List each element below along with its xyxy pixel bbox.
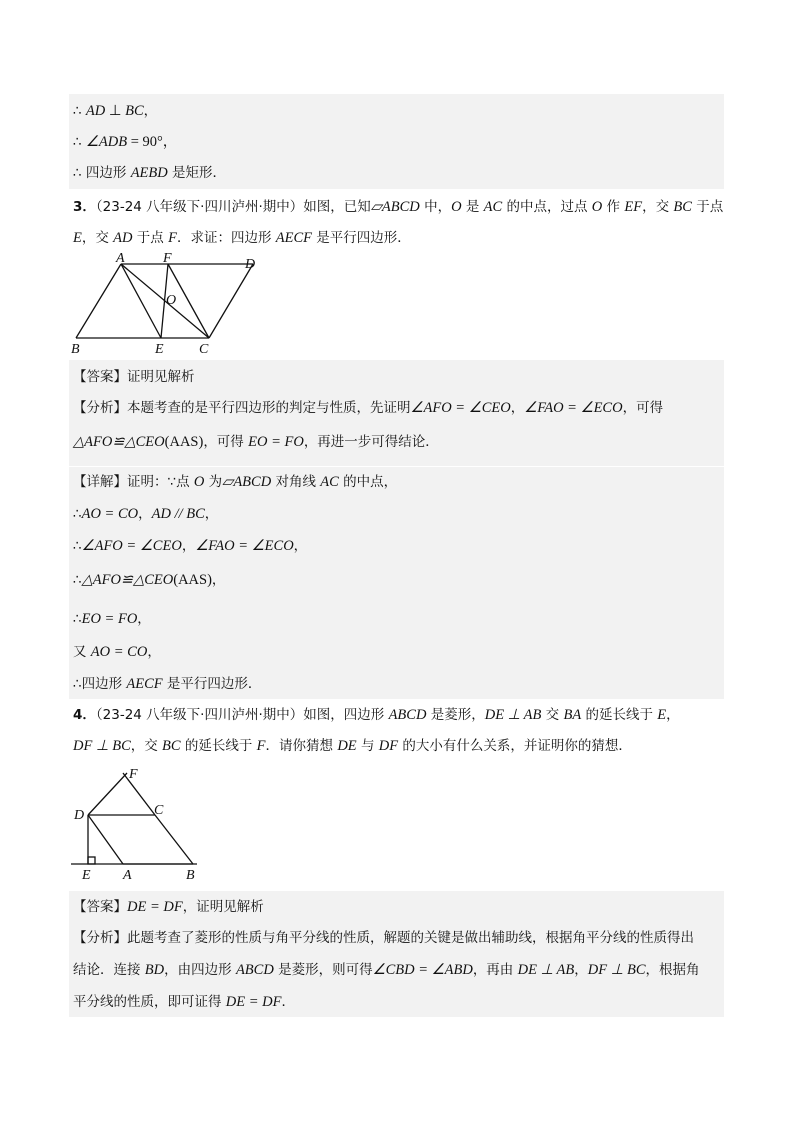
math: ∠FAO = ∠ECO xyxy=(195,538,294,554)
math: DE ⊥ AB xyxy=(517,962,575,978)
label-f: F xyxy=(163,251,172,266)
math-90: = 90°， xyxy=(127,134,178,150)
label-b: B xyxy=(186,868,195,883)
q3-analysis-line-2 xyxy=(73,432,439,452)
conclusion-line-1 xyxy=(73,101,157,121)
label-c: C xyxy=(154,803,164,818)
punct: ， xyxy=(143,103,158,119)
answer-tag: 【答案】 xyxy=(73,899,127,915)
math: DE = DF xyxy=(127,899,183,915)
text: 是菱形， xyxy=(426,707,485,723)
math: AECF xyxy=(126,676,163,692)
label-f: F xyxy=(129,767,138,782)
text: ．请你猜想 xyxy=(265,738,338,754)
text: 结论．连接 xyxy=(73,962,145,978)
math: DF ⊥ BC xyxy=(73,738,131,754)
math: BA xyxy=(563,707,582,723)
text: ， xyxy=(293,538,308,554)
math: (AAS) xyxy=(173,572,212,588)
q4-analysis-line-3 xyxy=(73,992,295,1012)
label-d: D xyxy=(245,257,256,272)
text: 是菱形，则可得 xyxy=(273,962,373,978)
text: ，交 xyxy=(130,738,163,754)
math: AC xyxy=(483,199,503,215)
text: 的大小有什么关系，并证明你的猜想． xyxy=(398,738,632,754)
text: 的延长线于 xyxy=(180,738,257,754)
q4-stem-line-2 xyxy=(73,736,632,756)
q3-detail-line-1 xyxy=(73,472,397,492)
math: ABCD xyxy=(388,707,427,723)
math: BC xyxy=(162,738,181,754)
text: ，可得 xyxy=(203,434,249,450)
text: 又 xyxy=(73,644,91,660)
math-angle-adb: ∠ADB xyxy=(85,134,128,150)
text: 作 xyxy=(602,199,625,215)
math: BD xyxy=(144,962,165,978)
text: 此题考查了菱形的性质与角平分线的性质，解题的关键是做出辅助线，根据角平分线的性质得出 xyxy=(127,930,694,946)
math: ∠AFO = ∠CEO xyxy=(81,538,182,554)
text: ∴ xyxy=(73,506,82,522)
math: DF xyxy=(378,738,399,754)
text: 于点 xyxy=(132,230,169,246)
analysis-tag: 【分析】 xyxy=(73,400,127,416)
math: AD xyxy=(113,230,133,246)
detail-tag: 【详解】 xyxy=(73,474,127,490)
math: △AFO≌△CEO xyxy=(73,434,165,450)
text: 证明：∵点 xyxy=(127,474,194,490)
text: ， xyxy=(510,400,525,416)
text: ， xyxy=(204,506,219,522)
math-aebd: AEBD xyxy=(130,165,168,181)
analysis-tag: 【分析】 xyxy=(73,930,127,946)
math-bc: BC xyxy=(125,103,144,119)
text: 的中点，过点 xyxy=(502,199,592,215)
math: DE = DF xyxy=(225,994,282,1010)
text: ，根据角 xyxy=(645,962,700,978)
text: 四边形 xyxy=(85,165,131,181)
text: 的中点， xyxy=(338,474,398,490)
text: 平分线的性质，即可证得 xyxy=(73,994,226,1010)
text: ， xyxy=(574,962,588,978)
text: 对角线 xyxy=(271,474,321,490)
text: ，交 xyxy=(642,199,674,215)
text: ∴ xyxy=(73,611,82,627)
therefore-symbol: ∴ xyxy=(73,165,86,181)
question-number: 4． xyxy=(73,707,96,723)
math: O xyxy=(451,199,462,215)
label-o: O xyxy=(166,293,177,308)
label-e: E xyxy=(82,868,91,883)
question-source: （23-24 八年级下·四川泸州·期中） xyxy=(95,199,304,215)
therefore-symbol: ∴ xyxy=(73,134,86,150)
math: ▱ABCD xyxy=(222,474,272,490)
text: 与 xyxy=(356,738,379,754)
math: ∠FAO = ∠ECO xyxy=(524,400,623,416)
text: ∴ xyxy=(73,572,82,588)
math: AC xyxy=(320,474,339,490)
math: ABCD xyxy=(235,962,274,978)
text: 如图，已知 xyxy=(303,199,371,215)
text: 是 xyxy=(461,199,484,215)
text: ，可得 xyxy=(622,400,664,416)
answer-text: ，证明见解析 xyxy=(182,899,264,915)
text: 是平行四边形． xyxy=(162,676,262,692)
conclusion-line-3 xyxy=(73,163,226,183)
text: 是矩形． xyxy=(167,165,227,181)
math-ad: AD xyxy=(85,103,106,119)
q3-detail-line-4 xyxy=(73,570,225,590)
q3-stem-line-2 xyxy=(73,228,411,248)
q4-answer xyxy=(73,897,264,917)
math: ∠CBD = ∠ABD xyxy=(372,962,473,978)
text: ， xyxy=(666,707,680,723)
q3-detail-line-5 xyxy=(73,609,151,629)
math: ▱ABCD xyxy=(370,199,420,215)
therefore-symbol: ∴ xyxy=(73,103,86,119)
text: 是平行四边形． xyxy=(312,230,411,246)
question-number: 3． xyxy=(73,199,96,215)
text: ∴四边形 xyxy=(73,676,127,692)
label-b: B xyxy=(71,342,80,357)
math: (AAS) xyxy=(164,434,204,450)
text: ，再由 xyxy=(472,962,518,978)
math: DF ⊥ BC xyxy=(587,962,646,978)
text: ， xyxy=(181,538,196,554)
label-e: E xyxy=(155,342,164,357)
math: EO = FO xyxy=(248,434,304,450)
math: DE xyxy=(337,738,357,754)
q3-detail-line-7 xyxy=(73,674,261,694)
text: ， xyxy=(137,611,151,627)
label-a: A xyxy=(123,868,132,883)
text: ，由四边形 xyxy=(164,962,236,978)
text: ， xyxy=(138,506,152,522)
text: 交 xyxy=(541,707,564,723)
text: ∴ xyxy=(73,538,82,554)
text: ， xyxy=(211,572,226,588)
math: AO = CO xyxy=(90,644,148,660)
text: 中， xyxy=(419,199,452,215)
conclusion-line-2 xyxy=(73,132,177,152)
answer-text: 证明见解析 xyxy=(127,369,195,385)
text: ，交 xyxy=(81,230,114,246)
math: ∠AFO = ∠CEO xyxy=(410,400,511,416)
math: O xyxy=(591,199,603,215)
math: AO = CO xyxy=(81,506,139,522)
text: 如图，四边形 xyxy=(303,707,389,723)
math: F xyxy=(168,230,177,246)
q4-analysis-line-2 xyxy=(73,960,700,980)
question-source: （23-24 八年级下·四川泸州·期中） xyxy=(95,707,304,723)
label-c: C xyxy=(199,342,209,357)
math: AD // BC xyxy=(151,506,205,522)
math: DE ⊥ AB xyxy=(484,707,542,723)
math: E xyxy=(657,707,667,723)
math: AECF xyxy=(275,230,312,246)
math: E xyxy=(73,230,82,246)
q3-detail-line-3 xyxy=(73,536,307,556)
rhombus-figure xyxy=(65,762,215,887)
math: BC xyxy=(673,199,692,215)
parallelogram-figure xyxy=(65,250,275,360)
q3-stem-line-1 xyxy=(73,197,723,217)
label-d: D xyxy=(74,808,85,823)
text: ． xyxy=(281,994,295,1010)
q3-answer xyxy=(73,367,195,387)
math-perp: ⊥ xyxy=(105,103,126,119)
label-a: A xyxy=(116,251,125,266)
text: ， xyxy=(147,644,161,660)
text: ．求证：四边形 xyxy=(176,230,276,246)
q3-detail-line-6 xyxy=(73,642,161,662)
math: O xyxy=(193,474,205,490)
math: EF xyxy=(624,199,643,215)
text: 于点 xyxy=(691,199,724,215)
math: △AFO≌△CEO xyxy=(81,572,174,588)
q3-detail-line-2 xyxy=(73,504,218,524)
text: 本题考查的是平行四边形的判定与性质，先证明 xyxy=(127,400,411,416)
q3-analysis-line-1 xyxy=(73,398,663,418)
text: 的延长线于 xyxy=(581,707,658,723)
math: EO = FO xyxy=(81,611,138,627)
math: F xyxy=(256,738,266,754)
q4-stem-line-1 xyxy=(73,705,680,725)
text: 为 xyxy=(204,474,223,490)
text: ，再进一步可得结论． xyxy=(303,434,439,450)
q4-analysis-line-1 xyxy=(73,928,694,948)
answer-tag: 【答案】 xyxy=(73,369,127,385)
